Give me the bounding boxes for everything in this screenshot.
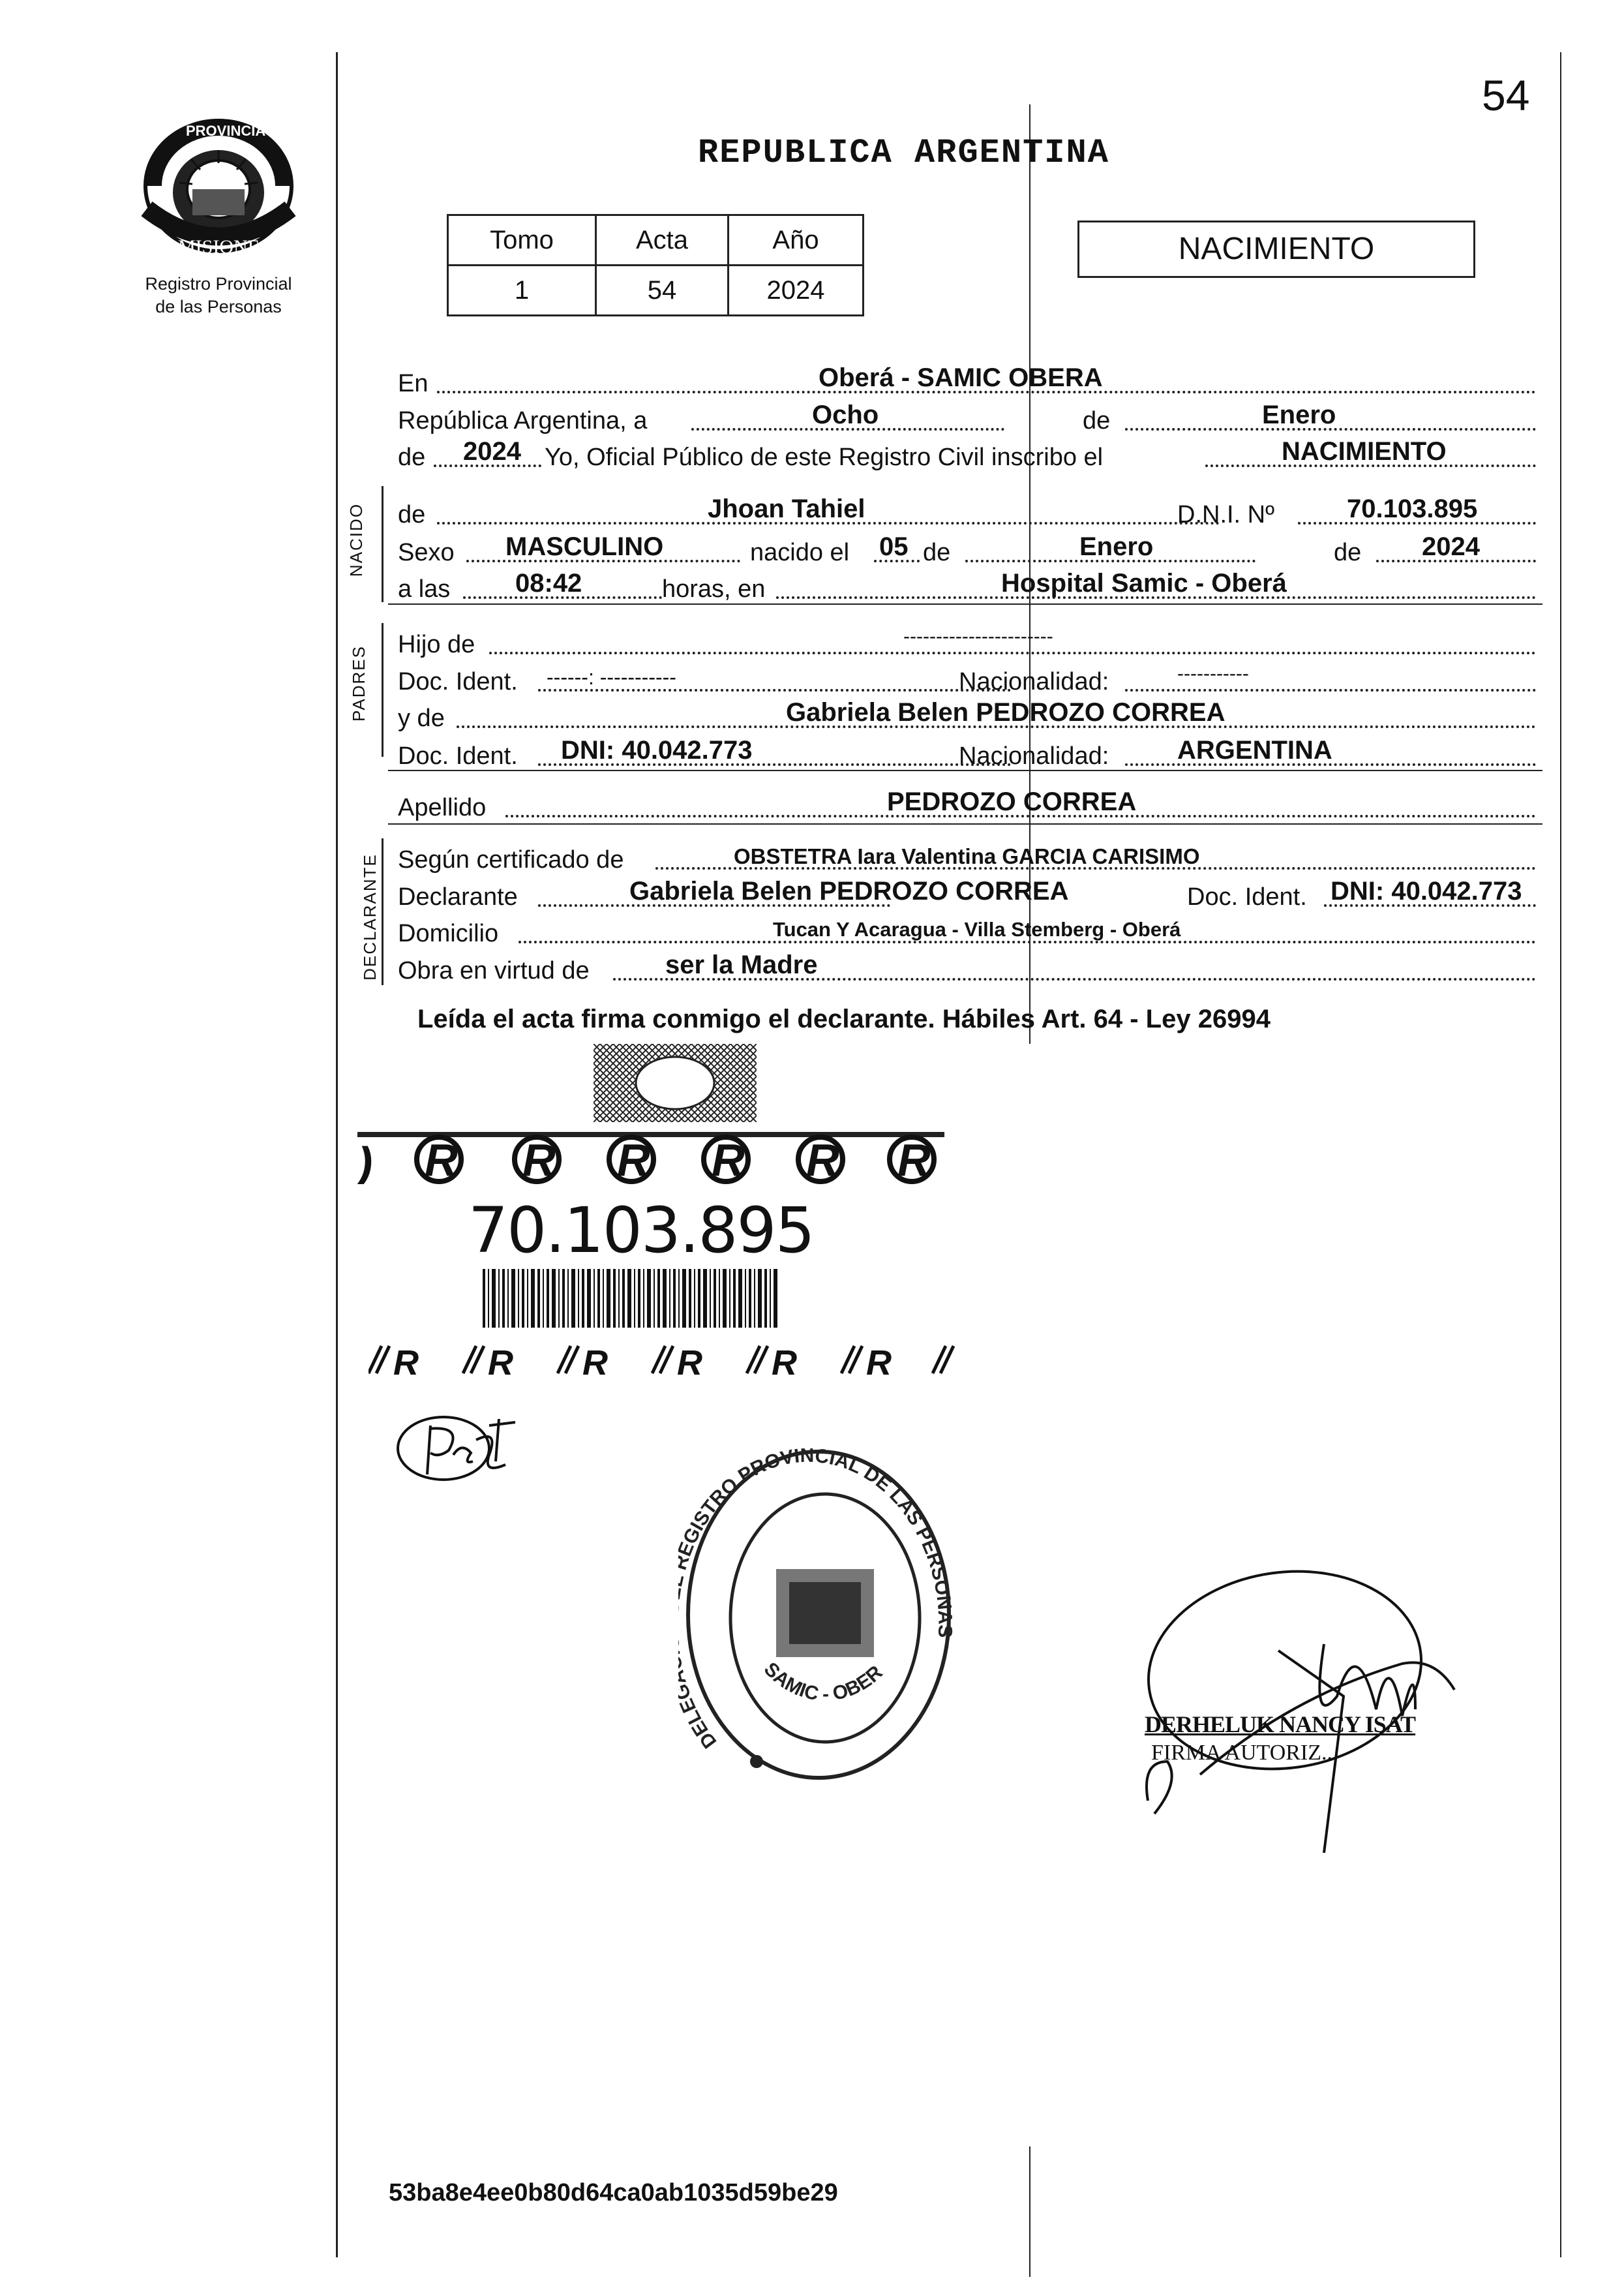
value-nombre: Jhoan Tahiel xyxy=(708,495,865,523)
label-doc-ident3: Doc. Ident. xyxy=(1187,883,1307,911)
official-seal xyxy=(678,1435,965,1801)
value-apellido: PEDROZO CORREA xyxy=(887,787,1137,816)
left-margin-line xyxy=(336,52,338,2257)
handwritten-initials xyxy=(391,1399,528,1491)
document-hash: 53ba8e4ee0b80d64ca0ab1035d59be29 xyxy=(389,2179,838,2206)
label-hijo-de: Hijo de xyxy=(398,631,475,658)
value-acto: NACIMIENTO xyxy=(1282,437,1447,466)
label-y-de: y de xyxy=(398,705,445,732)
value-birth-day: 05 xyxy=(879,532,909,561)
label-declarante: Declarante xyxy=(398,883,518,911)
label-a-las: a las xyxy=(398,575,451,603)
bracket-declarante xyxy=(382,838,383,985)
row-hora xyxy=(398,568,1536,605)
label-nacido-el: nacido el xyxy=(750,539,850,566)
page-title: REPUBLICA ARGENTINA xyxy=(698,134,1109,172)
value-domicilio: Tucan Y Acaragua - Villa Stemberg - Oberá xyxy=(773,918,1181,941)
row-declarante xyxy=(398,876,1536,913)
svg-text:R: R xyxy=(806,1135,839,1184)
label-segun: Según certificado de xyxy=(398,846,624,874)
value-padre-doc: ------: ----------- xyxy=(547,665,676,689)
svg-text:R: R xyxy=(488,1343,513,1380)
label-de3: de xyxy=(398,501,426,528)
label-horas-en: horas, en xyxy=(662,575,766,603)
footer-statement: Leída el acta firma conmigo el declarante. Hábiles Art. 64 - Ley 26994 xyxy=(417,1005,1271,1033)
row-republica xyxy=(398,399,1536,437)
label-nacionalidad2: Nacionalidad: xyxy=(959,742,1109,770)
svg-text:R: R xyxy=(522,1135,556,1184)
official-signature xyxy=(1128,1566,1494,1853)
barcode xyxy=(483,1269,783,1328)
svg-text:R: R xyxy=(897,1135,931,1184)
value-obra: ser la Madre xyxy=(665,951,818,979)
text-oficial: Yo, Oficial Público de este Registro Civil inscribo el xyxy=(545,444,1104,471)
right-margin-line xyxy=(1560,52,1561,2257)
label-de5: de xyxy=(1334,539,1362,566)
label-obra: Obra en virtud de xyxy=(398,957,590,984)
value-declarante: Gabriela Belen PEDROZO CORREA xyxy=(629,877,1069,906)
value-birth-month: Enero xyxy=(1079,532,1154,561)
label-de2: de xyxy=(398,444,426,471)
svg-text:R: R xyxy=(772,1343,797,1380)
security-hologram xyxy=(594,1044,757,1122)
value-birth-year: 2024 xyxy=(1422,532,1480,561)
bracket-padres xyxy=(382,623,383,757)
value-month: Enero xyxy=(1262,401,1336,429)
row-apellido xyxy=(398,786,1536,824)
seal-bottom-text: SAMIC - OBER xyxy=(759,1658,887,1705)
label-apellido: Apellido xyxy=(398,794,487,821)
value-day-word: Ocho xyxy=(812,401,879,429)
record-table xyxy=(447,214,864,316)
label-de: de xyxy=(1083,407,1111,435)
table-value-tomo: 1 xyxy=(448,266,596,316)
logo-text-top: PROVINCIA DE xyxy=(186,123,290,139)
value-lugar: Hospital Samic - Oberá xyxy=(1001,569,1287,598)
official-signature-caption: FIRMA AUTORIZ... xyxy=(1151,1741,1338,1765)
row-domicilio xyxy=(398,912,1536,950)
svg-text:R: R xyxy=(425,1135,458,1184)
row-nombre xyxy=(398,493,1536,531)
value-year: 2024 xyxy=(463,437,521,466)
value-sexo: MASCULINO xyxy=(505,532,664,561)
dots xyxy=(1125,689,1536,692)
svg-text:R: R xyxy=(393,1343,419,1380)
label-sexo: Sexo xyxy=(398,539,455,566)
security-band-bottom xyxy=(368,1341,969,1380)
row-obra xyxy=(398,949,1536,987)
value-dni: 70.103.895 xyxy=(1347,495,1478,523)
label-republica: República Argentina, a xyxy=(398,407,648,435)
label-doc-ident: Doc. Ident. xyxy=(398,668,518,695)
logo-caption-1: Registro Provincial xyxy=(145,274,292,294)
row-sexo xyxy=(398,531,1536,569)
seal-ring-text: DEL GISTRO PROVINCIAL DE LAS PERSONAS xyxy=(679,1444,956,1752)
value-madre-nacionalidad: ARGENTINA xyxy=(1177,736,1332,765)
official-signature-name: DERHELUK NANCY ISAT xyxy=(1145,1711,1416,1737)
svg-text:R: R xyxy=(866,1343,892,1380)
table-header-acta: Acta xyxy=(596,215,729,266)
label-domicilio: Domicilio xyxy=(398,920,499,947)
value-declarante-doc: DNI: 40.042.773 xyxy=(1331,877,1522,906)
svg-text:R: R xyxy=(712,1135,745,1184)
page-number: 54 xyxy=(1482,71,1530,119)
barcode-number: 70.103.895 xyxy=(468,1194,814,1267)
bracket-nacido xyxy=(382,486,383,602)
row-hijo-de xyxy=(398,623,1536,661)
section-label-declarante: DECLARANTE xyxy=(359,853,380,981)
value-certificado: OBSTETRA Iara Valentina GARCIA CARISIMO xyxy=(734,844,1200,868)
row-madre xyxy=(398,697,1536,735)
section-label-nacido: NACIDO xyxy=(346,502,367,577)
dots xyxy=(489,652,1536,654)
row-year xyxy=(398,436,1536,474)
table-value-acta: 54 xyxy=(596,266,729,316)
section-label-padres: PADRES xyxy=(349,645,368,722)
row-padre-doc xyxy=(398,660,1536,698)
value-hijo-de: ----------------------- xyxy=(903,626,1053,647)
label-nacionalidad: Nacionalidad: xyxy=(959,668,1109,695)
logo-caption-2: de las Personas xyxy=(155,297,282,316)
table-header-ano: Año xyxy=(729,215,864,266)
row-en xyxy=(398,362,1536,400)
record-type-box: NACIMIENTO xyxy=(1077,221,1475,278)
dots xyxy=(519,941,1536,943)
value-madre: Gabriela Belen PEDROZO CORREA xyxy=(786,698,1226,727)
row-certificado xyxy=(398,838,1536,876)
value-padre-nacionalidad: ----------- xyxy=(1177,663,1249,684)
label-de4: de xyxy=(923,539,951,566)
dots xyxy=(538,689,1011,692)
table-header-tomo: Tomo xyxy=(448,215,596,266)
label-dni: D.N.I. Nº xyxy=(1177,501,1274,528)
svg-text:R: R xyxy=(677,1343,702,1380)
value-hora: 08:42 xyxy=(515,569,582,598)
svg-text:R: R xyxy=(582,1343,608,1380)
label-en: En xyxy=(398,370,429,397)
logo-text-bottom: MISIONES xyxy=(178,236,271,258)
svg-text:R: R xyxy=(617,1135,650,1184)
security-band-top xyxy=(357,1125,944,1184)
row-madre-doc xyxy=(398,735,1536,772)
label-doc-ident2: Doc. Ident. xyxy=(398,742,518,770)
province-logo xyxy=(127,111,310,267)
value-madre-doc: DNI: 40.042.773 xyxy=(561,736,753,765)
svg-text:): ) xyxy=(357,1138,373,1184)
table-value-ano: 2024 xyxy=(729,266,864,316)
center-fold-line-lower xyxy=(1029,2146,1030,2277)
value-en: Oberá - SAMIC OBERA xyxy=(819,363,1103,392)
